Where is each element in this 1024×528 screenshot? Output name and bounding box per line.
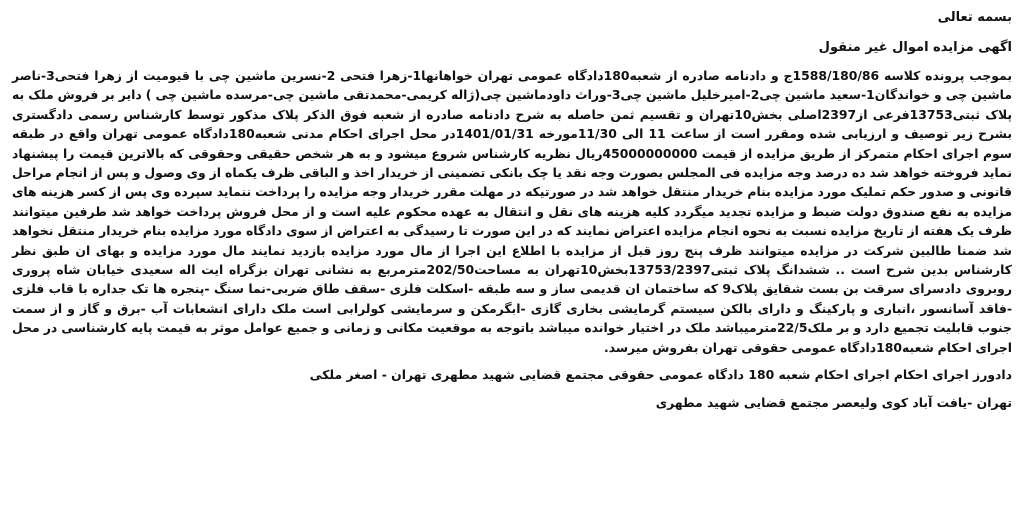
signature-line: دادورز اجرای احکام اجرای احکام شعبه 180 دادگاه عمومی حقوقی مجتمع قضایی شهید مطهری تهران - اصغر ملکی	[309, 367, 1012, 383]
address-line: تهران -یافت آباد کوی ولیعصر مجتمع قضایی شهید مطهری	[655, 395, 1012, 411]
notice-body: بموجب پرونده کلاسه 1588/180/86ج و دادنامه صادره از شعبه180دادگاه عمومی تهران خواهانها1-زهرا فتحی 2-نسرین ماشین چی با قیومیت از زهرا فتحی3-ناصر ماشین چی و خواندگان1-سعید ماشین چی2-امیرخلیل ماشین چی3-وراث داودماشین چی(ژاله کریمی-محمدتقی ماشین چی-مرسده ماشین چی ) دایر بر فروش ملک به پلاک ثبتی13753فرعی از2397اصلی بخش10تهران و تقسیم ثمن حاصله به شرح دادنامه صادره از شعبه فوق الذکر پلاک مذکور توسط کارشناس رسمی دادگستری بشرح زیر توصیف و ارزیابی شده ومقرر است از ساعت 11 الی 11/30مورخه 1401/01/31در محل اجرای احکام مدنی شعبه180دادگاه عمومی تهران واقع در طبقه سوم اجرای احکام متمرکز از طریق مزایده از قیمت 45000000000ریال نظریه کارشناس شروع میشود و به هر شخص حقیقی وحقوقی که بالاترین قیمت را پیشنهاد نماید فروخته خواهد شد ده درصد وجه مزایده فی المجلس بصورت وجه نقد یا چک بانکی تضمینی از خریدار اخذ و الباقی ظرف یکماه از وی وصول و پس از انجام مراحل قانونی و صدور حکم تملیک مورد مزایده بنام خریدار منتقل خواهد شد در صورتیکه در مهلت مقرر خریدار وجه مزایده را پرداخت ننماید سپرده وی پس از کسر هزینه های مزایده به نفع صندوق دولت ضبط و مزایده تجدید میگردد کلیه هزینه های نقل و انتقال به عهده محکوم علیه است و از محل فروش پرداخت خواهد شد طرفین میتوانند ظرف یک هفته از تاریخ مزایده نسبت به نحوه انجام مزایده اعتراض نمایند که در این صورت تا رسیدگی به اعتراض از سوی دادگاه مورد مزایده بنام خریدار منتقل نخواهد شد ضمنا طالبین شرکت در مزایده میتوانند ظرف پنج روز قبل از مزایده با اطلاع این اجرا از مال مورد مزایده بازدید نمایند مال مورد مزایده و بهای ان طبق نظر کارشناس بدین شرح است .. ششدانگ پلاک ثبتی13753/2397بخش10تهران به مساحت202/50مترمربع به نشانی تهران بزگراه ایت اله سعیدی خیابان شاه پروری روبروی دادسرای سرقت بن بست شقایق پلاک9 که ساختمان ان قدیمی ساز و سه طبقه -اسکلت فلزی -سقف طاق ضربی-نما سنگ -پنجره ها تک جداره با قاب فلزی -فاقد آسانسور ،انباری و پارکینگ و دارای بالکن سیستم گرمایشی بخاری گازی -ابگرمکن و سرمایشی کولرابی است ملک دارای انشعابات آب -برق و گاز و از سمت جنوب قابلیت تجمیع دارد و بر ملک22/5مترمیباشد ملک در اختیار خوانده میباشد باتوجه به موقعیت مکانی و زمانی و جمیع عوامل موثر به قیمت پایه کارشناسی در محل اجرای احکام شعبه180دادگاه عمومی حقوقی تهران بفروش میرسد.	[12, 68, 1013, 355]
notice-title: اگهی مزایده اموال غیر منقول	[818, 40, 1012, 55]
basmala-heading: بسمه تعالی	[937, 10, 1012, 25]
